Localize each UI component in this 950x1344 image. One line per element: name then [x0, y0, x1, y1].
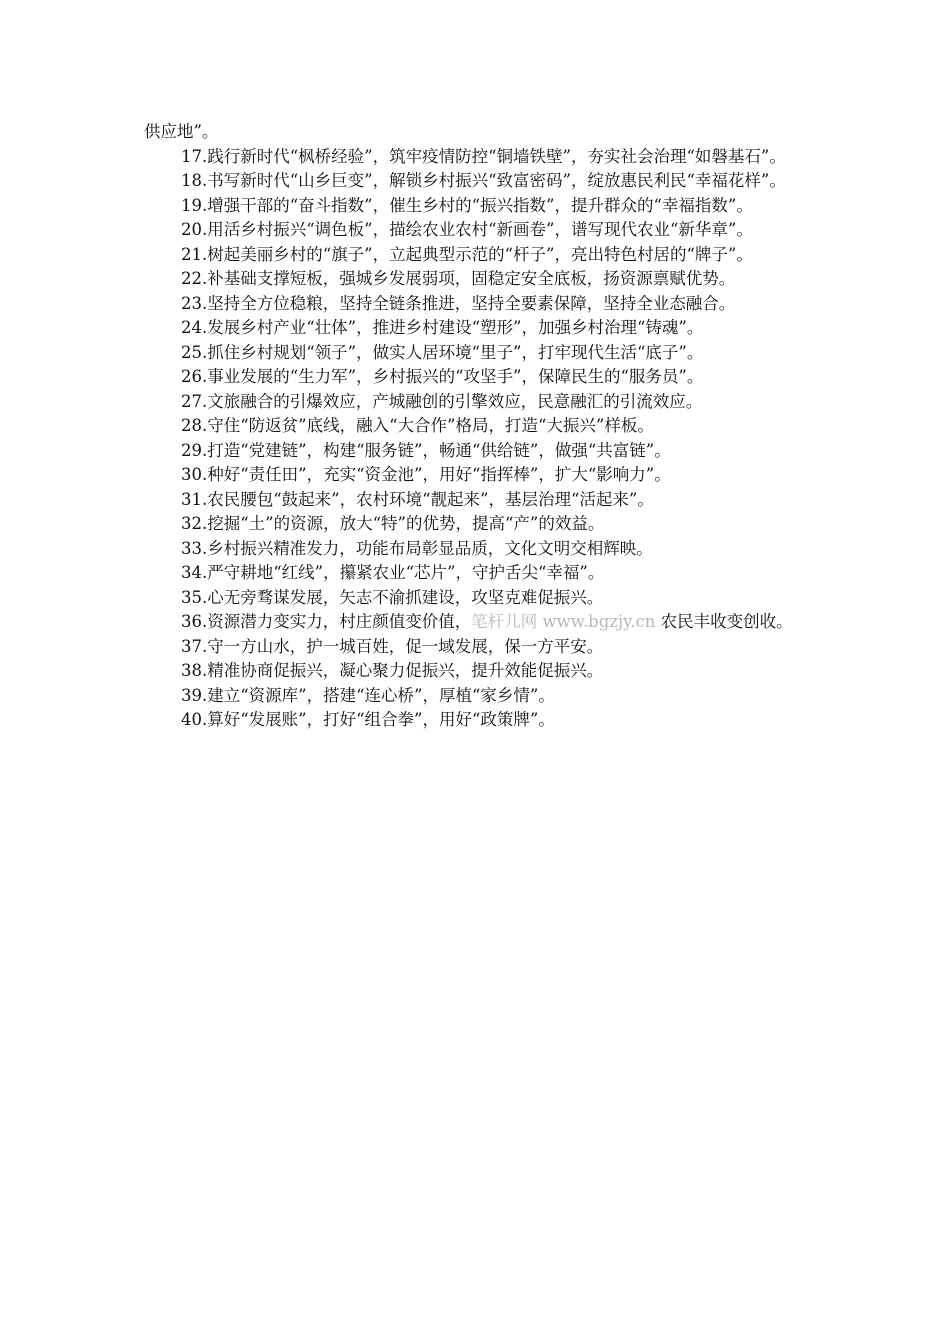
- list-item-22: 22.补基础支撑短板，强城乡发展弱项，固稳定安全底板，扬资源禀赋优势。: [181, 269, 736, 288]
- list-item-32: 32.挖掘“土”的资源，放大“特”的优势，提高“产”的效益。: [181, 514, 605, 533]
- list-item-28: 28.守住“防返贫”底线，融入“大合作”格局，打造“大振兴”样板。: [181, 416, 654, 435]
- list-item-30: 30.种好“责任田”，充实“资金池”，用好“指挥棒”，扩大“影响力”。: [181, 465, 671, 484]
- list-item-37: 37.守一方山水，护一城百姓，促一域发展，保一方平安。: [181, 636, 604, 656]
- continuation-line: 供应地”。: [144, 122, 219, 141]
- list-item-36-before: 36.资源潜力变实力，村庄颜值变价值，: [181, 612, 472, 631]
- list-item-20: 20.用活乡村振兴“调色板”，描绘农业农村“新画卷”，谱写现代农业“新华章”。: [181, 220, 753, 239]
- document-body: [144, 120, 814, 733]
- list-item-36: [144, 610, 814, 635]
- list-item-17: 17.践行新时代“枫桥经验”，筑牢疫情防控“铜墙铁壁”，夯实社会治理“如磐基石”。: [181, 146, 786, 166]
- list-item-40: 40.算好“发展账”，打好“组合拳”，用好“政策牌”。: [181, 710, 555, 729]
- list-item-38: 38.精准协商促振兴，凝心聚力促振兴，提升效能促振兴。: [181, 661, 604, 680]
- list-item-27: 27.文旅融合的引爆效应，产城融创的引擎效应，民意融汇的引流效应。: [181, 391, 703, 411]
- list-item-36-after: 农民丰收变创收。: [655, 612, 793, 631]
- list-item-33: 33.乡村振兴精准发力，功能布局彰显品质，文化文明交相辉映。: [181, 538, 653, 558]
- list-item-34: 34.严守耕地“红线”，攥紧农业“芯片”，守护舌尖“幸福”。: [181, 563, 605, 582]
- list-item-31: 31.农民腰包“鼓起来”，农村环境“靓起来”，基层治理“活起来”。: [181, 489, 654, 509]
- list-item-19: 19.增强干部的“奋斗指数”，催生乡村的“振兴指数”，提升群众的“幸福指数”。: [181, 195, 753, 215]
- list-item-39: 39.建立“资源库”，搭建“连心桥”，厚植“家乡情”。: [181, 685, 555, 705]
- list-item-24: 24.发展乡村产业“壮体”，推进乡村建设“塑形”，加强乡村治理“铸魂”。: [181, 318, 704, 337]
- list-item-21: 21.树起美丽乡村的“旗子”，立起典型示范的“杆子”，亮出特色村居的“牌子”。: [181, 244, 753, 264]
- list-item-26: 26.事业发展的“生力军”，乡村振兴的“攻坚手”，保障民生的“服务员”。: [181, 367, 704, 386]
- list-item-29: 29.打造“党建链”，构建“服务链”，畅通“供给链”，做强“共富链”。: [181, 440, 671, 460]
- site-watermark: 笔杆儿网 www.bgzjy.cn: [471, 612, 656, 631]
- list-item-25: 25.抓住乡村规划“领子”，做实人居环境“里子”，打牢现代生活“底子”。: [181, 342, 704, 362]
- list-item-18: 18.书写新时代“山乡巨变”，解锁乡村振兴“致富密码”，绽放惠民利民“幸福花样”。: [181, 171, 786, 190]
- list-item-23: 23.坚持全方位稳粮，坚持全链条推进，坚持全要素保障，坚持全业态融合。: [181, 293, 736, 313]
- list-item-35: 35.心无旁骛谋发展，矢志不渝抓建设，攻坚克难促振兴。: [181, 587, 604, 607]
